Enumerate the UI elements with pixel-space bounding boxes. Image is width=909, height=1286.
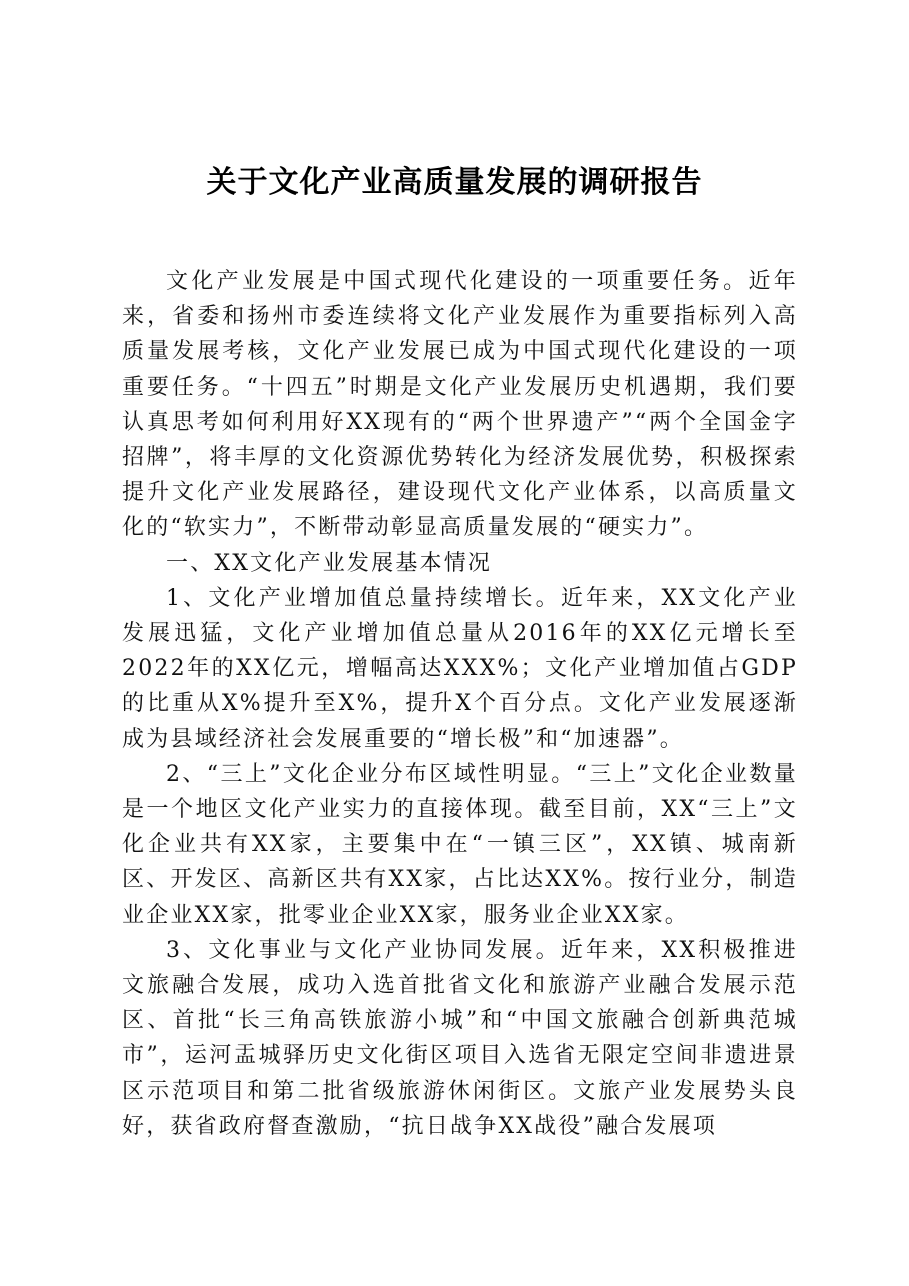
paragraph-item-2: 2、“三上”文化企业分布区域性明显。“三上”文化企业数量是一个地区文化产业实力的直接体现。截至目前，XX“三上”文化企业共有XX家，主要集中在“一镇三区”，XX镇、城南新区、开发区、高新区共有XX家，占比达XX%。按行业分，制造业企业XX家，批零业企业XX家，服务业企业XX家。	[122, 761, 798, 928]
section-heading-1: 一、XX文化产业发展基本情况	[166, 550, 493, 576]
document-title: 关于文化产业高质量发展的调研报告	[206, 165, 703, 200]
paragraph-item-1: 1、文化产业增加值总量持续增长。近年来，XX文化产业发展迅猛，文化产业增加值总量从2016年的XX亿元增长至2022年的XX亿元，增幅高达XXX%；文化产业增加值占GDP的比重从X%提升至X%，提升X个百分点。文化产业发展逐渐成为县域经济社会发展重要的“增长极”和“加速器”。	[122, 585, 798, 752]
document-body	[122, 264, 798, 1144]
paragraph-intro: 文化产业发展是中国式现代化建设的一项重要任务。近年来，省委和扬州市委连续将文化产业发展作为重要指标列入高质量发展考核，文化产业发展已成为中国式现代化建设的一项重要任务。“十四五”时期是文化产业发展历史机遇期，我们要认真思考如何利用好XX现有的“两个世界遗产”“两个全国金字招牌”，将丰厚的文化资源优势转化为经济发展优势，积极探索提升文化产业发展路径，建设现代文化产业体系，以高质量文化的“软实力”，不断带动彰显高质量发展的“硬实力”。	[122, 269, 798, 541]
paragraph-item-3: 3、文化事业与文化产业协同发展。近年来，XX积极推进文旅融合发展，成功入选首批省文化和旅游产业融合发展示范区、首批“长三角高铁旅游小城”和“中国文旅融合创新典范城市”，运河盂城驿历史文化街区项目入选省无限定空间非遗进景区示范项目和第二批省级旅游休闲街区。文旅产业发展势头良好，获省政府督查激励，“抗日战争XX战役”融合发展项	[122, 937, 798, 1139]
